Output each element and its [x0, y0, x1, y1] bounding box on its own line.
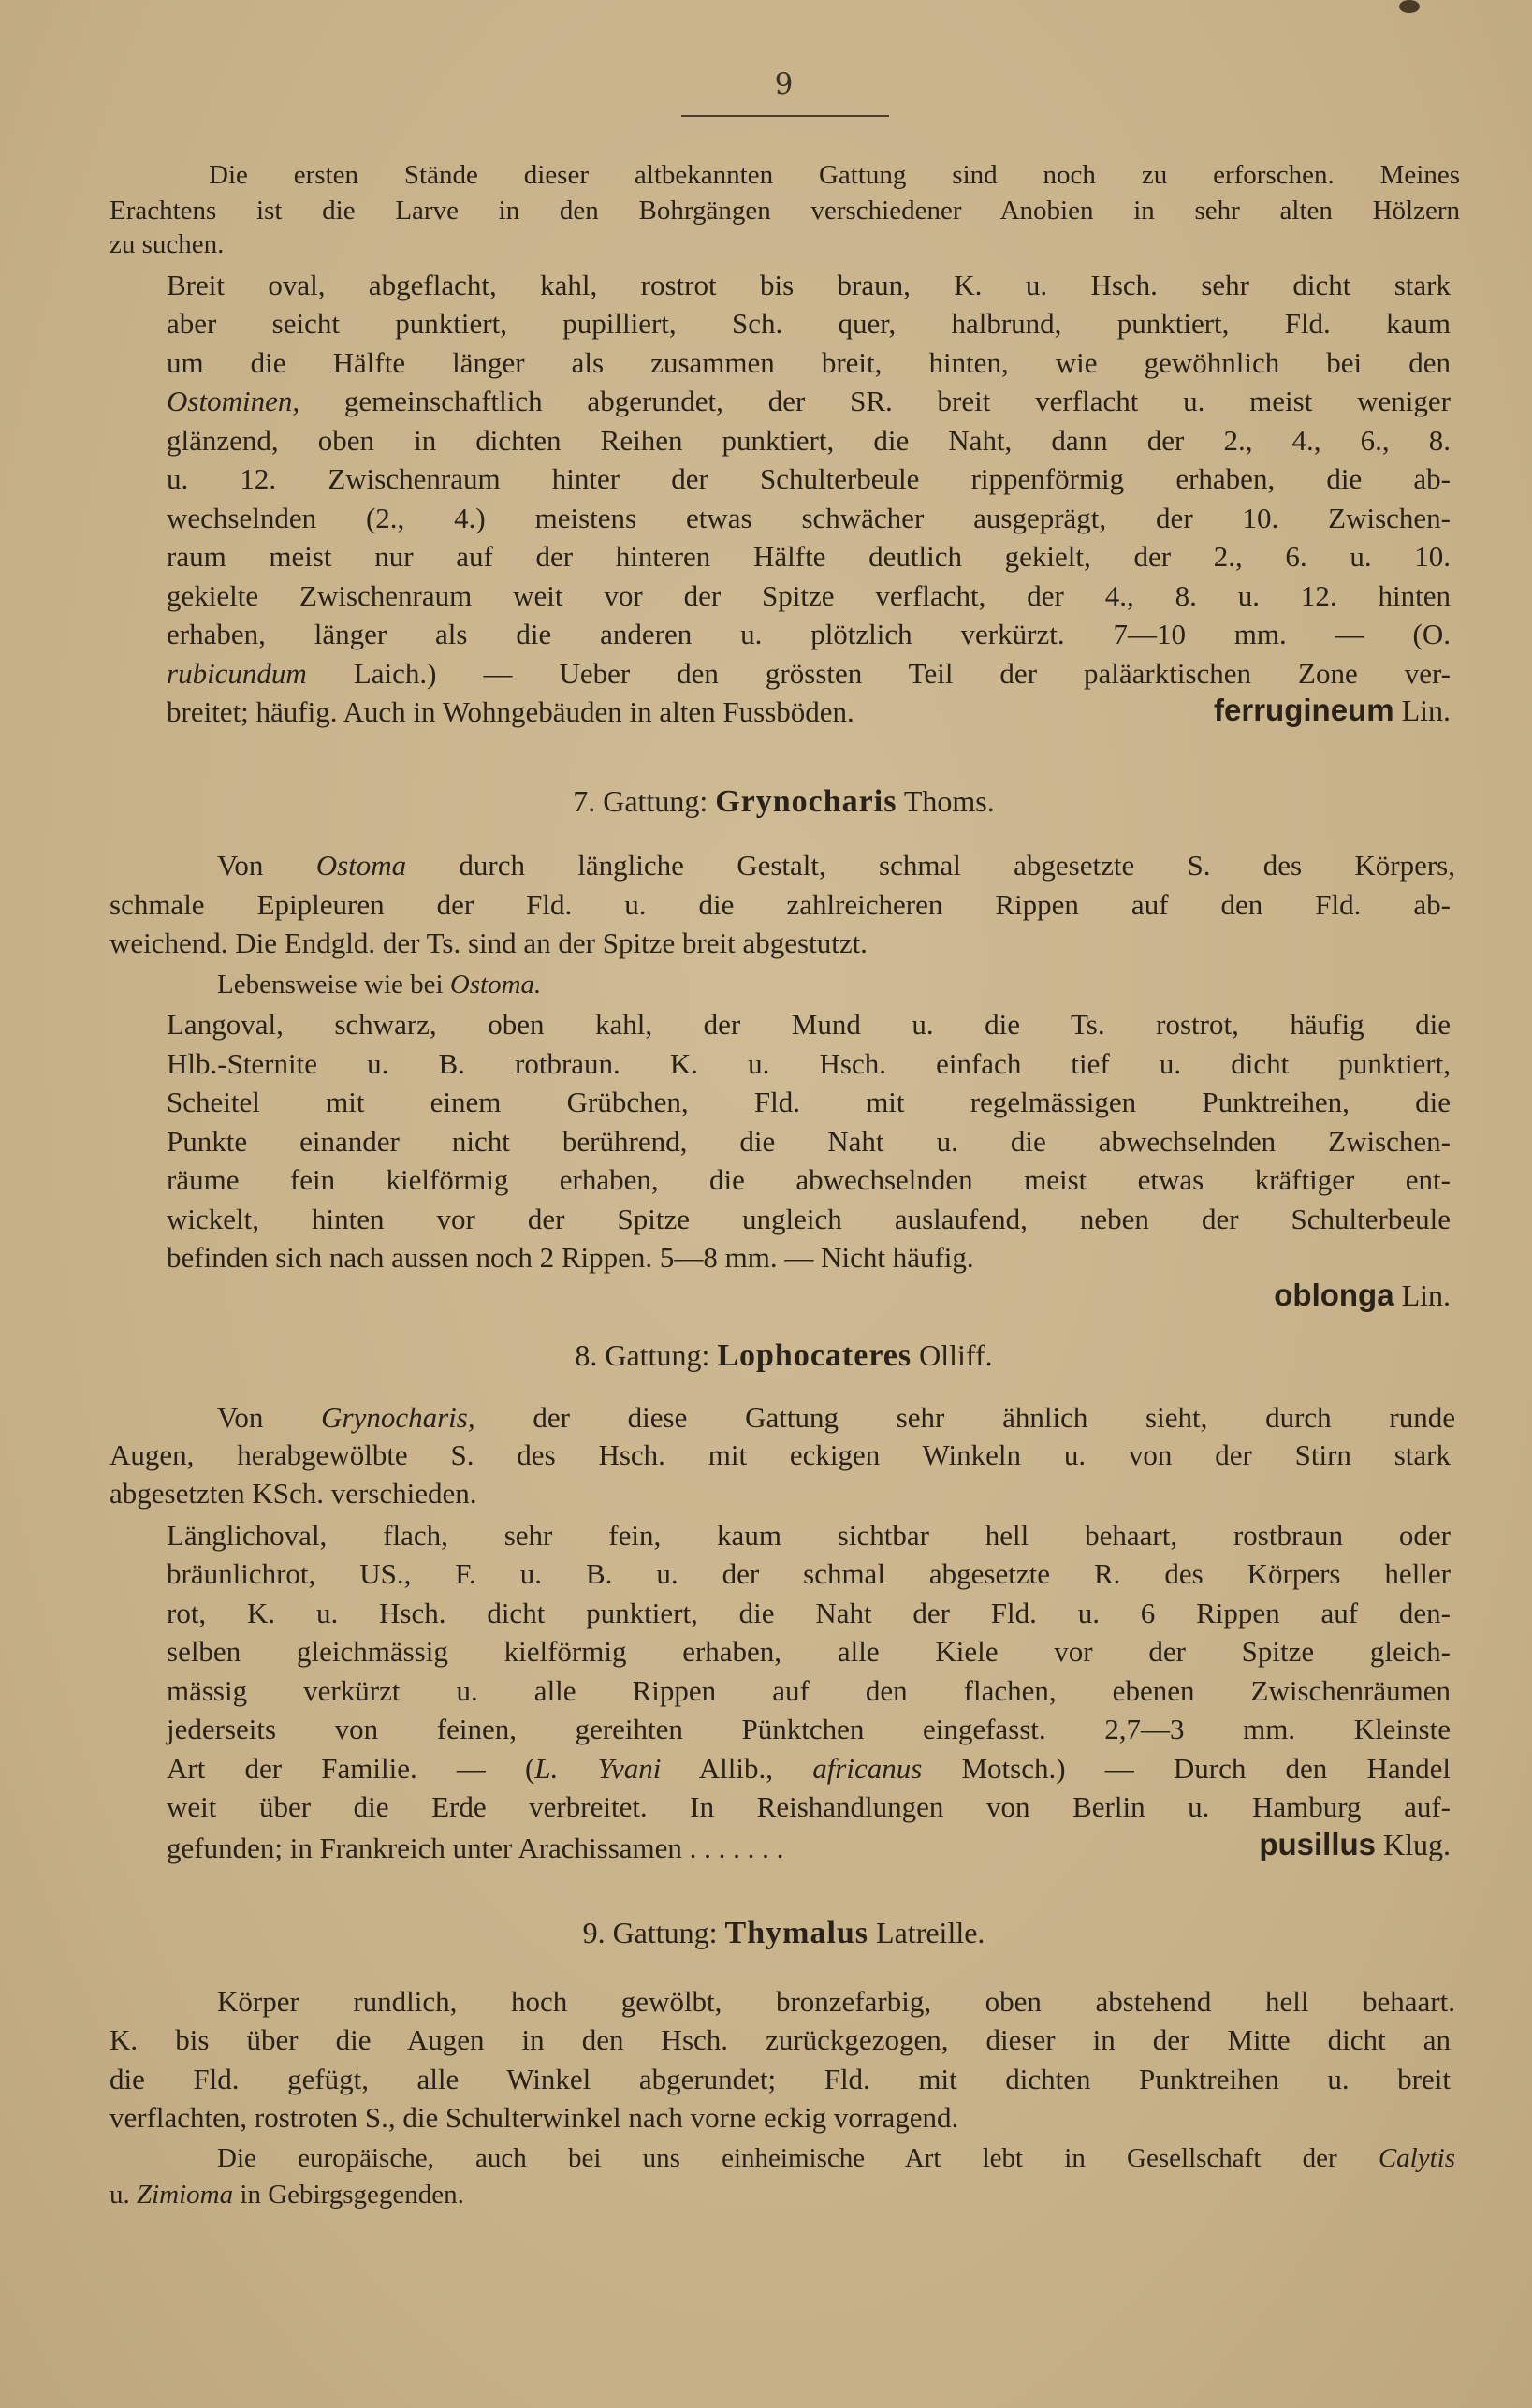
ink-smudge: [1399, 0, 1420, 13]
paragraph-line: [217, 1401, 1455, 1435]
paragraph-line: schmale Epipleuren der Fld. u. die zahlreicheren Rippen auf den Fld. ab-: [109, 888, 1451, 921]
taxon-name: Calytis: [1378, 2143, 1455, 2173]
paragraph-line: Länglichoval, flach, sehr fein, kaum sichtbar hell behaart, rostbraun oder: [167, 1519, 1451, 1552]
text-run: Von: [217, 1401, 322, 1434]
taxon-name: Zimioma: [137, 2180, 234, 2210]
text-run: Art der Familie. — (: [167, 1752, 535, 1785]
genus-name: Grynocharis: [715, 784, 897, 819]
paragraph-line: breitet; häufig. Auch in Wohngebäuden in alten Fussböden.: [167, 695, 854, 728]
text-run: Laich.) — Ueber den grössten Teil der paläarktischen Zone ver-: [306, 657, 1451, 690]
paragraph-line: glänzend, oben in dichten Reihen punktiert, die Naht, dann der 2., 4., 6., 8.: [167, 424, 1451, 457]
genus-heading: [0, 1916, 1532, 1951]
paragraph-line: Hlb.-Sternite u. B. rotbraun. K. u. Hsch. einfach tief u. dicht punktiert,: [167, 1047, 1451, 1080]
heading-prefix: 7. Gattung:: [573, 784, 716, 818]
paragraph-line: [167, 385, 1451, 418]
text-run: Von: [217, 849, 316, 882]
genus-author: Latreille.: [868, 1916, 985, 1949]
paragraph-line: gefunden; in Frankreich unter Arachissamen . . . . . . .: [167, 1832, 784, 1864]
paragraph-line: Körper rundlich, hoch gewölbt, bronzefarbig, oben abstehend hell behaart.: [217, 1985, 1455, 2018]
text-run: Motsch.) — Durch den Handel: [922, 1752, 1451, 1785]
genus-author: Olliff.: [912, 1338, 993, 1372]
species-author: Lin.: [1393, 1278, 1451, 1312]
genus-name: Thymalus: [724, 1916, 869, 1950]
text-run: gemeinschaftlich abgerundet, der SR. breit verflacht u. meist weniger: [299, 385, 1451, 417]
paragraph-line: zu suchen.: [109, 229, 225, 259]
genus-name: Lophocateres: [717, 1338, 912, 1373]
heading-prefix: 8. Gattung:: [575, 1338, 718, 1372]
paragraph-line: gekielte Zwischenraum weit vor der Spitze verflacht, der 4., 8. u. 12. hinten: [167, 579, 1451, 612]
paragraph-line: Die ersten Stände dieser altbekannten Gattung sind noch zu erforschen. Meines: [209, 160, 1460, 190]
paragraph-line: jederseits von feinen, gereihten Pünktchen eingefasst. 2,7—3 mm. Kleinste: [167, 1713, 1451, 1745]
paragraph-line: Erachtens ist die Larve in den Bohrgängen verschiedener Anobien in sehr alten Hölzern: [109, 196, 1460, 226]
text-run: u.: [109, 2180, 137, 2210]
paragraph-line: die Fld. gefügt, alle Winkel abgerundet; Fld. mit dichten Punktreihen u. breit: [109, 2063, 1451, 2095]
paragraph-line: selben gleichmässig kielförmig erhaben, alle Kiele vor der Spitze gleich-: [167, 1635, 1451, 1668]
paragraph-line: [217, 2141, 1455, 2175]
paragraph-line: [217, 849, 1455, 883]
species-author: Lin.: [1393, 693, 1451, 727]
species-entry: [1214, 693, 1451, 728]
species-name: pusillus: [1259, 1827, 1376, 1861]
text-run: Lebensweise wie bei: [217, 970, 450, 1000]
paragraph-line: Scheitel mit einem Grübchen, Fld. mit regelmässigen Punktreihen, die: [167, 1086, 1451, 1118]
paragraph-line: mässig verkürzt u. alle Rippen auf den flachen, ebenen Zwischenräumen: [167, 1674, 1451, 1707]
species-name: ferrugineum: [1214, 693, 1394, 727]
paragraph-line: um die Hälfte länger als zusammen breit, hinten, wie gewöhnlich bei den: [167, 346, 1451, 379]
genus-heading: [0, 1338, 1532, 1374]
paragraph-line: verflachten, rostroten S., die Schulterwinkel nach vorne eckig vorragend.: [109, 2101, 959, 2134]
page-number: 9: [774, 67, 794, 101]
species-entry: [1259, 1828, 1451, 1862]
taxon-name: L. Yvani: [534, 1752, 662, 1785]
text-run: der diese Gattung sehr ähnlich sieht, durch runde: [474, 1401, 1455, 1434]
taxon-name: africanus: [812, 1752, 923, 1785]
paragraph-line: K. bis über die Augen in den Hsch. zurückgezogen, dieser in der Mitte dicht an: [109, 2023, 1451, 2056]
paragraph-line: Augen, herabgewölbte S. des Hsch. mit eckigen Winkeln u. von der Stirn stark: [109, 1438, 1451, 1471]
paragraph-line: aber seicht punktiert, pupilliert, Sch. quer, halbrund, punktiert, Fld. kaum: [167, 307, 1451, 340]
taxon-name: rubicundum: [167, 657, 307, 690]
paragraph-line: raum meist nur auf der hinteren Hälfte deutlich gekielt, der 2., 6. u. 10.: [167, 540, 1451, 573]
paragraph-line: abgesetzten KSch. verschieden.: [109, 1477, 477, 1510]
paragraph-line: Langoval, schwarz, oben kahl, der Mund u. die Ts. rostrot, häufig die: [167, 1008, 1451, 1041]
paragraph-line: bräunlichrot, US., F. u. B. u. der schmal abgesetzte R. des Körpers heller: [167, 1557, 1451, 1590]
page-number-rule: [681, 115, 889, 117]
paragraph-line: u. 12. Zwischenraum hinter der Schulterbeule rippenförmig erhaben, die ab-: [167, 462, 1451, 495]
paragraph-line: [217, 968, 541, 1001]
paragraph-line: wechselnden (2., 4.) meistens etwas schwächer ausgeprägt, der 10. Zwischen-: [167, 502, 1451, 534]
paragraph-line: erhaben, länger als die anderen u. plötzlich verkürzt. 7—10 mm. — (O.: [167, 618, 1451, 650]
paragraph-line: [167, 657, 1451, 691]
heading-prefix: 9. Gattung:: [582, 1916, 725, 1949]
paragraph-line: Punkte einander nicht berührend, die Naht u. die abwechselnden Zwischen-: [167, 1125, 1451, 1158]
paragraph-line: [167, 1752, 1451, 1786]
paragraph-line: befinden sich nach aussen noch 2 Rippen. 5—8 mm. — Nicht häufig.: [167, 1241, 974, 1274]
text-run: durch längliche Gestalt, schmal abgesetzte S. des Körpers,: [406, 849, 1455, 882]
text-run: Allib.,: [661, 1752, 813, 1785]
paragraph-line: wickelt, hinten vor der Spitze ungleich auslaufend, neben der Schulterbeule: [167, 1203, 1451, 1235]
paragraph-line: weichend. Die Endgld. der Ts. sind an der Spitze breit abgestutzt.: [109, 927, 868, 959]
genus-heading: [0, 784, 1532, 820]
taxon-name: Ostominen,: [167, 385, 300, 417]
genus-author: Thoms.: [897, 784, 995, 818]
paragraph-line: rot, K. u. Hsch. dicht punktiert, die Naht der Fld. u. 6 Rippen auf den-: [167, 1597, 1451, 1629]
text-run: Die europäische, auch bei uns einheimische Art lebt in Gesellschaft der: [217, 2143, 1379, 2173]
paragraph-line: räume fein kielförmig erhaben, die abwechselnden meist etwas kräftiger ent-: [167, 1163, 1451, 1196]
text-run: in Gebirgsgegenden.: [233, 2180, 464, 2210]
paragraph-line: Breit oval, abgeflacht, kahl, rostrot bis braun, K. u. Hsch. sehr dicht stark: [167, 269, 1451, 301]
species-author: Klug.: [1376, 1828, 1451, 1861]
taxon-name: Grynocharis,: [321, 1401, 475, 1434]
taxon-name: Ostoma.: [449, 970, 542, 1000]
taxon-name: Ostoma: [315, 849, 407, 882]
paragraph-line: weit über die Erde verbreitet. In Reishandlungen von Berlin u. Hamburg auf-: [167, 1790, 1451, 1823]
species-name: oblonga: [1274, 1277, 1394, 1312]
paragraph-line: [109, 2178, 464, 2211]
species-entry: [1274, 1278, 1451, 1313]
